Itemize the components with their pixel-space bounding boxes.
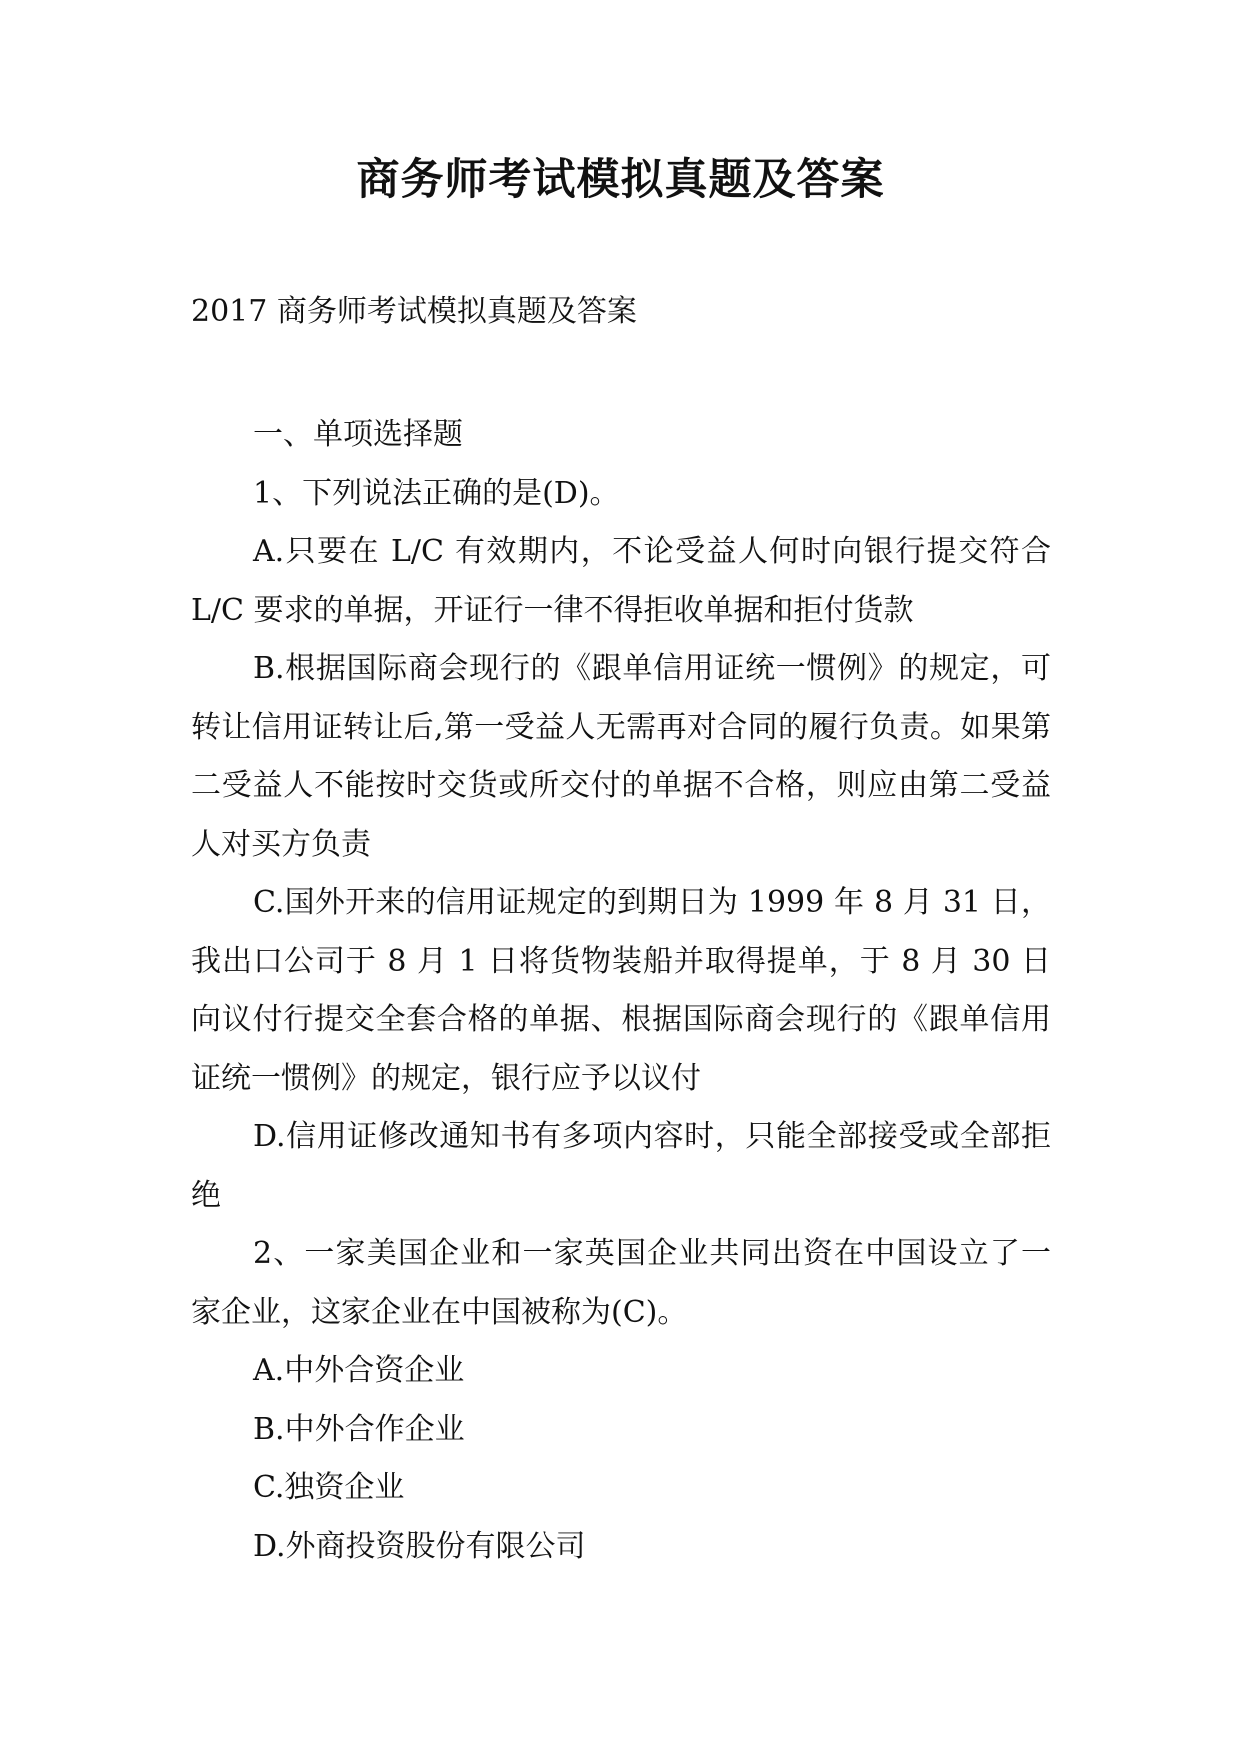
question-2-option-a: A.中外合资企业 [253, 1353, 465, 1388]
question-1-option-b: B.根据国际商会现行的《跟单信用证统一惯例》的规定，可转让信用证转让后,第一受益人无需再对合同的履行负责。如果第二受益人不能按时交货或所交付的单据不合格，则应由第二受益人对买方负责 [191, 651, 1051, 862]
question-2-option-c: C.独资企业 [253, 1470, 405, 1505]
question-1-option-c: C.国外开来的信用证规定的到期日为 1999 年 8 月 31 日，我出口公司于 8 月 1 日将货物装船并取得提单，于 8 月 30 日向议付行提交全套合格的单据、根据国际商会现行的《跟单信用证统一惯例》的规定，银行应予以议付 [191, 885, 1051, 1096]
document-body [191, 406, 1051, 1576]
question-2-stem: 2、一家美国企业和一家英国企业共同出资在中国设立了一家企业，这家企业在中国被称为(C)。 [191, 1236, 1051, 1330]
question-1-stem: 1、下列说法正确的是(D)。 [253, 475, 620, 511]
question-2-option-d: D.外商投资股份有限公司 [253, 1528, 586, 1564]
document-subtitle: 2017 商务师考试模拟真题及答案 [191, 294, 637, 329]
question-1-option-a: A.只要在 L/C 有效期内，不论受益人何时向银行提交符合 L/C 要求的单据，开证行一律不得拒收单据和拒付货款 [191, 534, 1051, 628]
document-title: 商务师考试模拟真题及答案 [356, 155, 885, 205]
question-1-option-d: D.信用证修改通知书有多项内容时，只能全部接受或全部拒绝 [191, 1119, 1051, 1213]
question-2-option-b: B.中外合作企业 [253, 1411, 465, 1447]
section-heading: 一、单项选择题 [253, 417, 463, 452]
